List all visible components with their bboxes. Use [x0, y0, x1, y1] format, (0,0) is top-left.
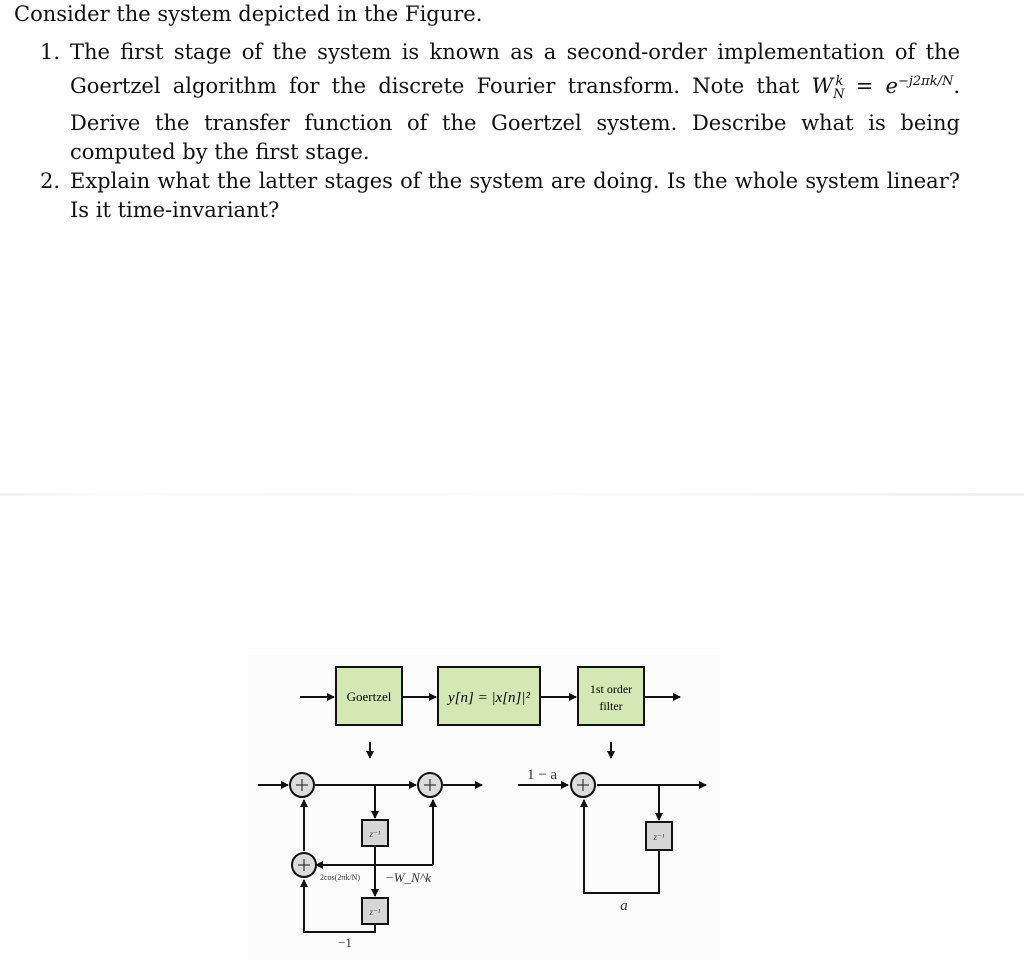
question-number: 2. — [40, 169, 61, 193]
page-separator — [0, 493, 1024, 496]
svg-text:z⁻¹: z⁻¹ — [369, 907, 381, 917]
question-1 — [40, 38, 960, 167]
question-text-after: . Derive the transfer function of the Goertzel system. Describe what is being computed by the first stage. — [70, 74, 961, 165]
question-text-before: The first stage of the system is known as a second-order implementation of the Goertzel algorithm for the discrete Fourier transform. Note that — [70, 40, 960, 98]
square-magnitude-label: y[n] = |x[n]|² — [447, 690, 531, 706]
intro-text: Consider the system depicted in the Figure. — [14, 2, 483, 26]
filter-delay-block — [646, 822, 672, 850]
svg-text:z⁻¹: z⁻¹ — [369, 829, 381, 839]
coeff-cos-label: 2cos(2πk/N) — [319, 873, 361, 882]
question-2 — [40, 167, 960, 225]
feedback-gain-label: a — [620, 898, 628, 914]
delay-block-1 — [362, 820, 388, 846]
question-body: Explain what the latter stages of the system are doing. Is the whole system linear? Is it time-invariant? — [70, 169, 960, 222]
adder-icons — [290, 773, 595, 877]
filter-label-line2: filter — [599, 699, 623, 713]
delay-block-2 — [362, 898, 388, 924]
goertzel-block — [336, 667, 402, 725]
block-diagram-svg — [248, 655, 720, 961]
square-magnitude-block — [438, 667, 540, 725]
question-body — [70, 38, 960, 167]
input-gain-label: 1 − a — [526, 767, 558, 783]
coeff-w-label: −W_N^k — [384, 870, 432, 885]
filter-label-line1: 1st order — [589, 682, 633, 696]
coeff-minus-one-label: −1 — [338, 935, 352, 950]
svg-text:z⁻¹: z⁻¹ — [653, 832, 665, 842]
first-order-filter-block — [578, 667, 644, 725]
goertzel-label: Goertzel — [346, 689, 392, 704]
question-number: 1. — [40, 40, 61, 64]
system-diagram — [248, 655, 720, 961]
twiddle-formula: $W_N^k = e^{-j2\pi k/N}$ — [811, 74, 954, 103]
